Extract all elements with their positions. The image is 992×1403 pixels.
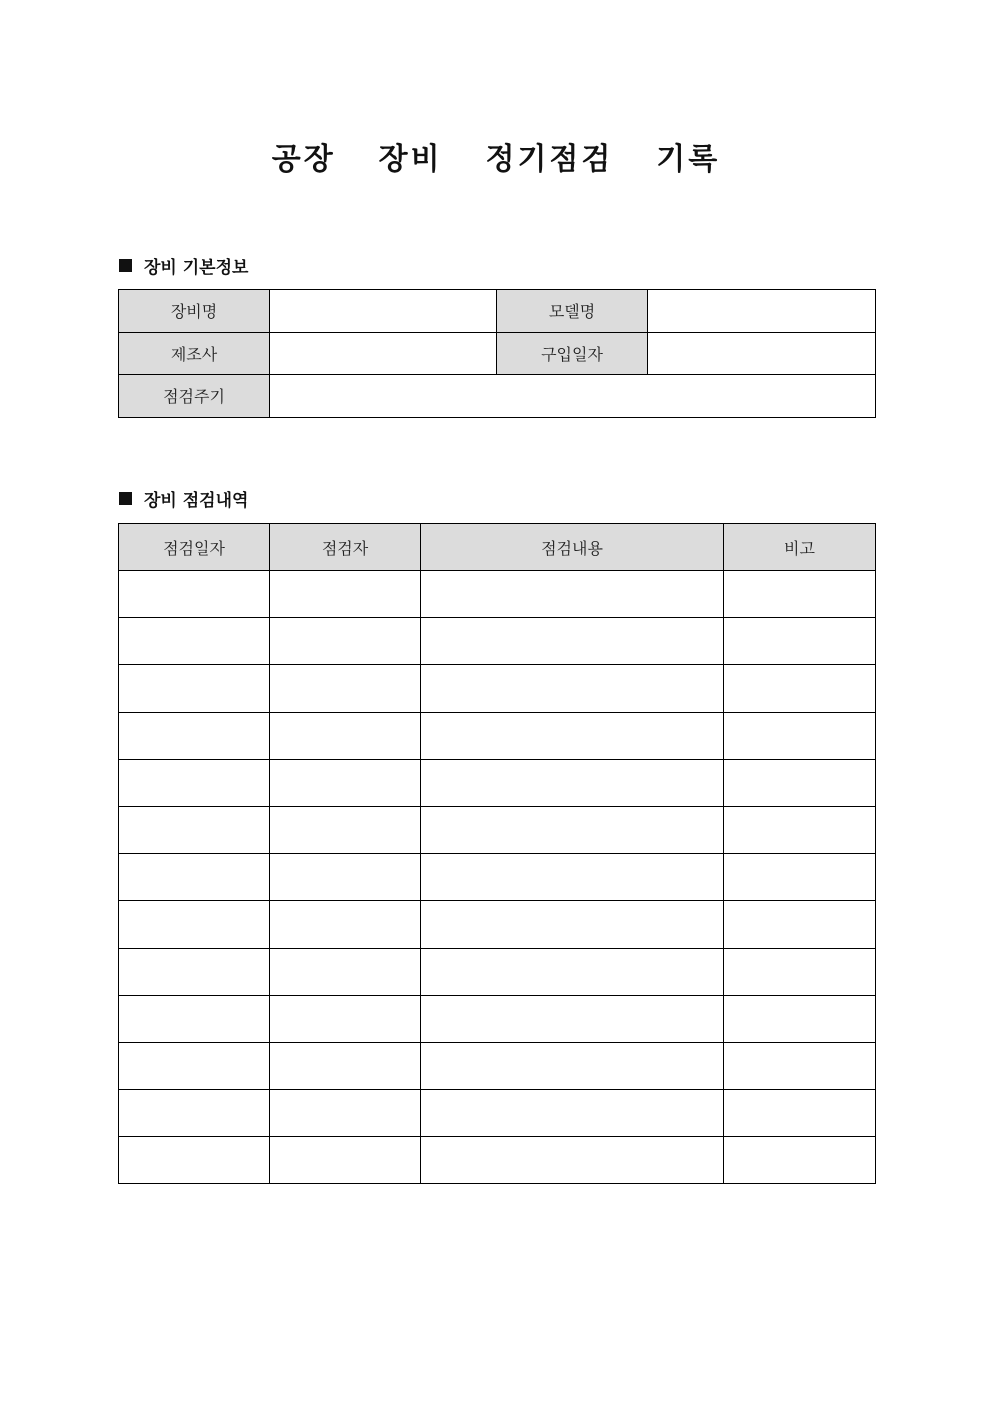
remarks-cell[interactable] bbox=[724, 806, 876, 853]
remarks-cell[interactable] bbox=[724, 901, 876, 948]
inspection-date-cell[interactable] bbox=[119, 759, 270, 806]
column-header-inspector: 점검자 bbox=[270, 524, 421, 571]
remarks-cell[interactable] bbox=[724, 1090, 876, 1137]
table-row bbox=[119, 665, 876, 712]
inspection-date-cell[interactable] bbox=[119, 901, 270, 948]
inspection-date-cell[interactable] bbox=[119, 1042, 270, 1089]
info-section-heading bbox=[119, 253, 248, 278]
inspection-details-cell[interactable] bbox=[421, 712, 724, 759]
inspector-cell[interactable] bbox=[270, 995, 421, 1042]
inspection-cycle-label: 점검주기 bbox=[119, 375, 270, 418]
equipment-info-table bbox=[118, 289, 876, 418]
table-row bbox=[119, 759, 876, 806]
inspector-cell[interactable] bbox=[270, 618, 421, 665]
remarks-cell[interactable] bbox=[724, 618, 876, 665]
model-name-label: 모델명 bbox=[497, 290, 648, 333]
record-section-title: 장비 점검내역 bbox=[144, 491, 249, 511]
inspection-details-cell[interactable] bbox=[421, 901, 724, 948]
inspector-cell[interactable] bbox=[270, 1137, 421, 1184]
table-row bbox=[119, 806, 876, 853]
inspection-date-cell[interactable] bbox=[119, 1090, 270, 1137]
inspector-cell[interactable] bbox=[270, 712, 421, 759]
inspection-details-cell[interactable] bbox=[421, 1090, 724, 1137]
inspection-details-cell[interactable] bbox=[421, 759, 724, 806]
inspection-details-cell[interactable] bbox=[421, 571, 724, 618]
inspection-details-cell[interactable] bbox=[421, 995, 724, 1042]
remarks-cell[interactable] bbox=[724, 1042, 876, 1089]
square-bullet-icon bbox=[119, 492, 132, 505]
inspector-cell[interactable] bbox=[270, 571, 421, 618]
table-row bbox=[119, 901, 876, 948]
info-row bbox=[119, 290, 876, 333]
inspector-cell[interactable] bbox=[270, 806, 421, 853]
inspection-date-cell[interactable] bbox=[119, 618, 270, 665]
inspection-date-cell[interactable] bbox=[119, 948, 270, 995]
manufacturer-label: 제조사 bbox=[119, 332, 270, 375]
table-row bbox=[119, 1137, 876, 1184]
info-section-title: 장비 기본정보 bbox=[144, 258, 249, 278]
inspection-date-cell[interactable] bbox=[119, 1137, 270, 1184]
square-bullet-icon bbox=[119, 259, 132, 272]
inspection-date-cell[interactable] bbox=[119, 806, 270, 853]
purchase-date-label: 구입일자 bbox=[497, 332, 648, 375]
inspection-details-cell[interactable] bbox=[421, 618, 724, 665]
record-section-heading bbox=[119, 486, 248, 511]
inspection-date-cell[interactable] bbox=[119, 995, 270, 1042]
inspector-cell[interactable] bbox=[270, 1090, 421, 1137]
remarks-cell[interactable] bbox=[724, 712, 876, 759]
table-row bbox=[119, 1042, 876, 1089]
info-row bbox=[119, 332, 876, 375]
inspection-date-cell[interactable] bbox=[119, 712, 270, 759]
info-row bbox=[119, 375, 876, 418]
equipment-name-field[interactable] bbox=[270, 290, 497, 333]
column-header-inspection-details: 점검내용 bbox=[421, 524, 724, 571]
column-header-inspection-date: 점검일자 bbox=[119, 524, 270, 571]
inspection-date-cell[interactable] bbox=[119, 854, 270, 901]
inspection-record-table bbox=[118, 523, 876, 1184]
remarks-cell[interactable] bbox=[724, 665, 876, 712]
table-row bbox=[119, 1090, 876, 1137]
table-row bbox=[119, 854, 876, 901]
remarks-cell[interactable] bbox=[724, 948, 876, 995]
inspector-cell[interactable] bbox=[270, 854, 421, 901]
inspection-details-cell[interactable] bbox=[421, 806, 724, 853]
inspector-cell[interactable] bbox=[270, 759, 421, 806]
inspection-details-cell[interactable] bbox=[421, 665, 724, 712]
equipment-name-label: 장비명 bbox=[119, 290, 270, 333]
remarks-cell[interactable] bbox=[724, 1137, 876, 1184]
table-row bbox=[119, 618, 876, 665]
remarks-cell[interactable] bbox=[724, 571, 876, 618]
table-row bbox=[119, 995, 876, 1042]
table-row bbox=[119, 948, 876, 995]
remarks-cell[interactable] bbox=[724, 854, 876, 901]
column-header-remarks: 비고 bbox=[724, 524, 876, 571]
table-row bbox=[119, 712, 876, 759]
inspector-cell[interactable] bbox=[270, 665, 421, 712]
inspection-details-cell[interactable] bbox=[421, 1042, 724, 1089]
inspection-cycle-field[interactable] bbox=[270, 375, 876, 418]
table-header-row bbox=[119, 524, 876, 571]
inspector-cell[interactable] bbox=[270, 948, 421, 995]
inspection-details-cell[interactable] bbox=[421, 854, 724, 901]
document-title: 공장 장비 정기점검 기록 bbox=[271, 142, 721, 177]
inspection-details-cell[interactable] bbox=[421, 1137, 724, 1184]
inspection-date-cell[interactable] bbox=[119, 665, 270, 712]
remarks-cell[interactable] bbox=[724, 995, 876, 1042]
inspector-cell[interactable] bbox=[270, 901, 421, 948]
table-row bbox=[119, 571, 876, 618]
inspection-date-cell[interactable] bbox=[119, 571, 270, 618]
inspector-cell[interactable] bbox=[270, 1042, 421, 1089]
model-name-field[interactable] bbox=[648, 290, 876, 333]
inspection-details-cell[interactable] bbox=[421, 948, 724, 995]
purchase-date-field[interactable] bbox=[648, 332, 876, 375]
remarks-cell[interactable] bbox=[724, 759, 876, 806]
manufacturer-field[interactable] bbox=[270, 332, 497, 375]
